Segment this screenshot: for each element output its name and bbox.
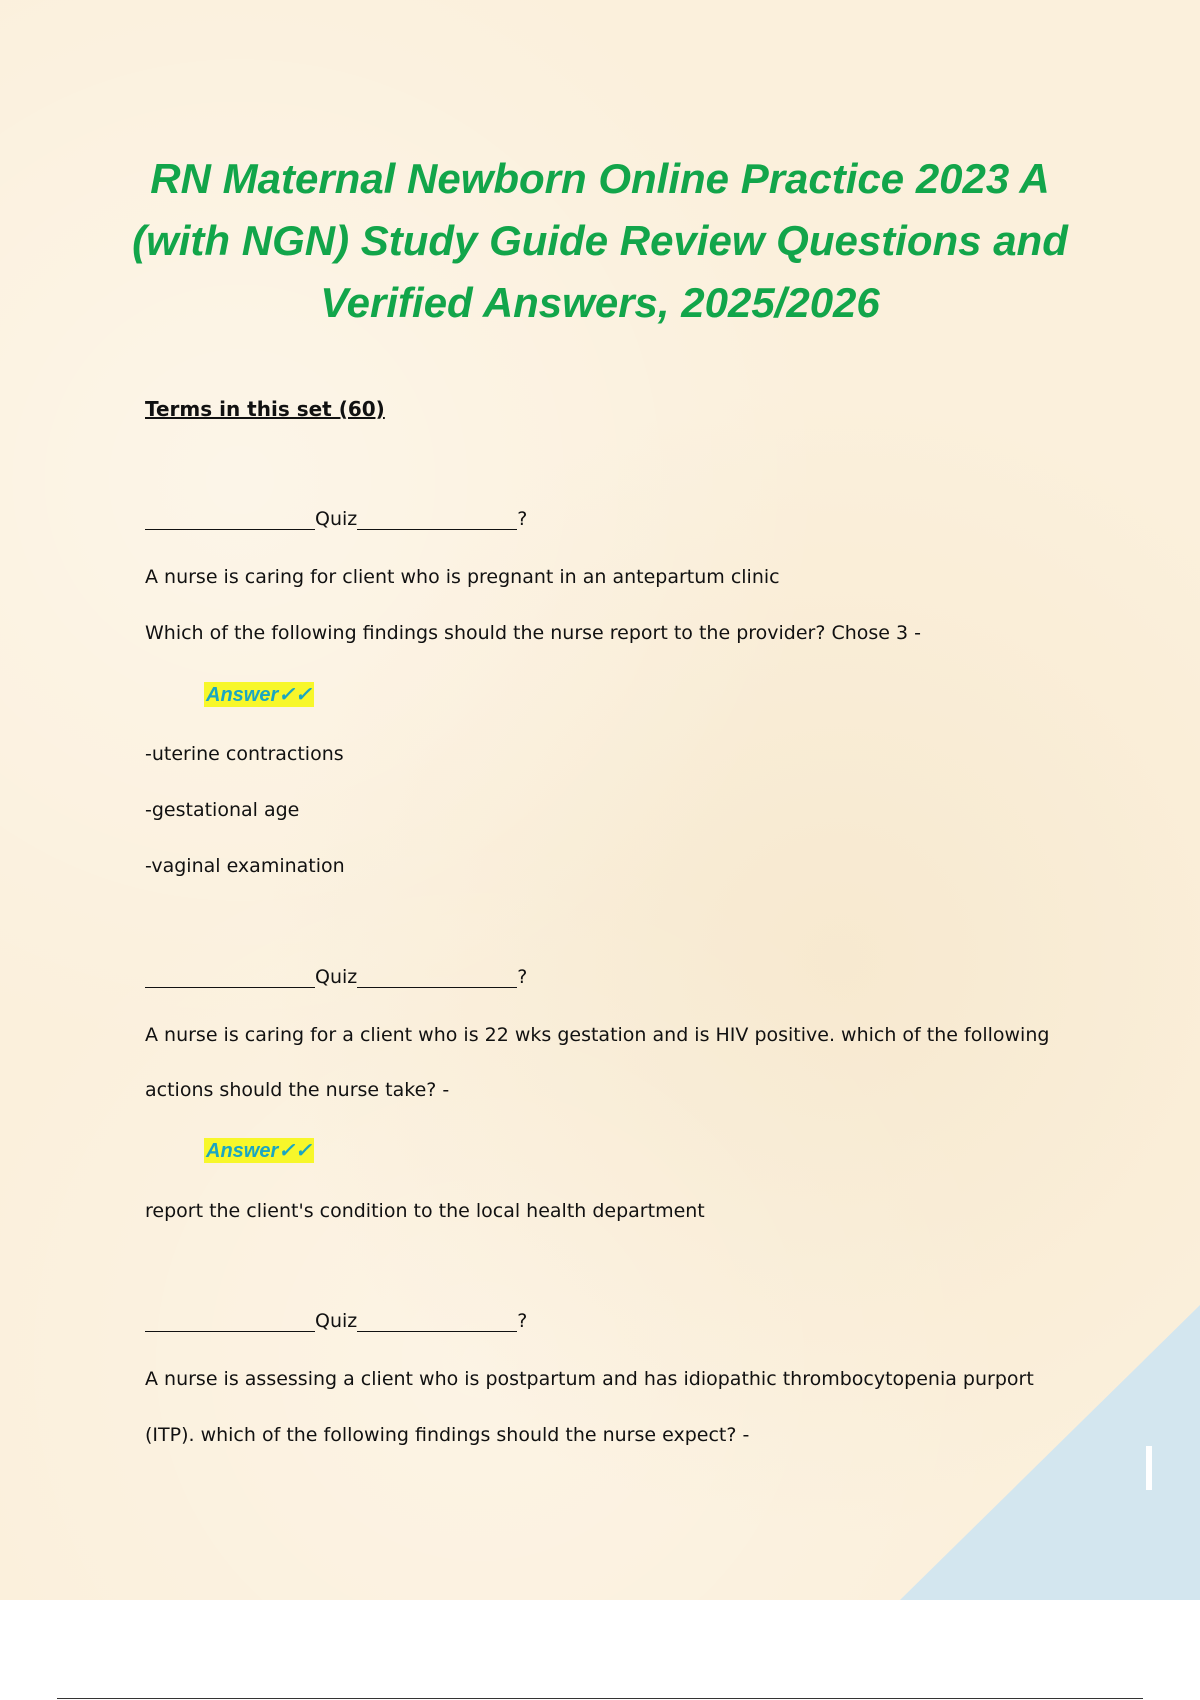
answer-text: -uterine contractions bbox=[145, 743, 344, 765]
question-text: (ITP). which of the following findings should the nurse expect? - bbox=[145, 1424, 750, 1446]
question-text: A nurse is caring for client who is pregnant in an antepartum clinic bbox=[145, 566, 780, 588]
corner-mark bbox=[1146, 1446, 1152, 1490]
quiz-blank-left bbox=[145, 511, 315, 530]
terms-heading: Terms in this set (60) bbox=[145, 397, 385, 421]
answer-label: Answer✓✓ bbox=[206, 684, 312, 706]
quiz-blank-right bbox=[357, 511, 517, 530]
quiz-label: Quiz bbox=[315, 966, 358, 988]
document-title: RN Maternal Newborn Online Practice 2023 A (with NGN) Study Guide Review Questions and Verified Answers, 2025/2026 bbox=[132, 155, 1068, 326]
answer-text: -vaginal examination bbox=[145, 855, 345, 877]
quiz-blank-right bbox=[357, 969, 517, 988]
answer-label: Answer✓✓ bbox=[206, 1140, 312, 1162]
footer-rule bbox=[57, 1698, 1143, 1699]
quiz-label: Quiz bbox=[315, 508, 358, 530]
question-text: A nurse is caring for a client who is 22 wks gestation and is HIV positive. which of the following bbox=[145, 1024, 1050, 1046]
quiz-label: Quiz bbox=[315, 1310, 358, 1332]
quiz-end: ? bbox=[517, 508, 528, 530]
quiz-header bbox=[145, 508, 527, 530]
question-text: Which of the following findings should the nurse report to the provider? Chose 3 - bbox=[145, 622, 922, 644]
corner-decoration bbox=[900, 1305, 1200, 1600]
quiz-header bbox=[145, 966, 527, 988]
answer-text: -gestational age bbox=[145, 799, 300, 821]
quiz-blank-right bbox=[357, 1313, 517, 1332]
answer-text: report the client's condition to the local health department bbox=[145, 1200, 705, 1222]
question-text: actions should the nurse take? - bbox=[145, 1079, 450, 1101]
quiz-blank-left bbox=[145, 969, 315, 988]
quiz-header bbox=[145, 1310, 527, 1332]
quiz-end: ? bbox=[517, 1310, 528, 1332]
quiz-blank-left bbox=[145, 1313, 315, 1332]
question-text: A nurse is assessing a client who is postpartum and has idiopathic thrombocytopenia purport bbox=[145, 1368, 1034, 1390]
quiz-end: ? bbox=[517, 966, 528, 988]
